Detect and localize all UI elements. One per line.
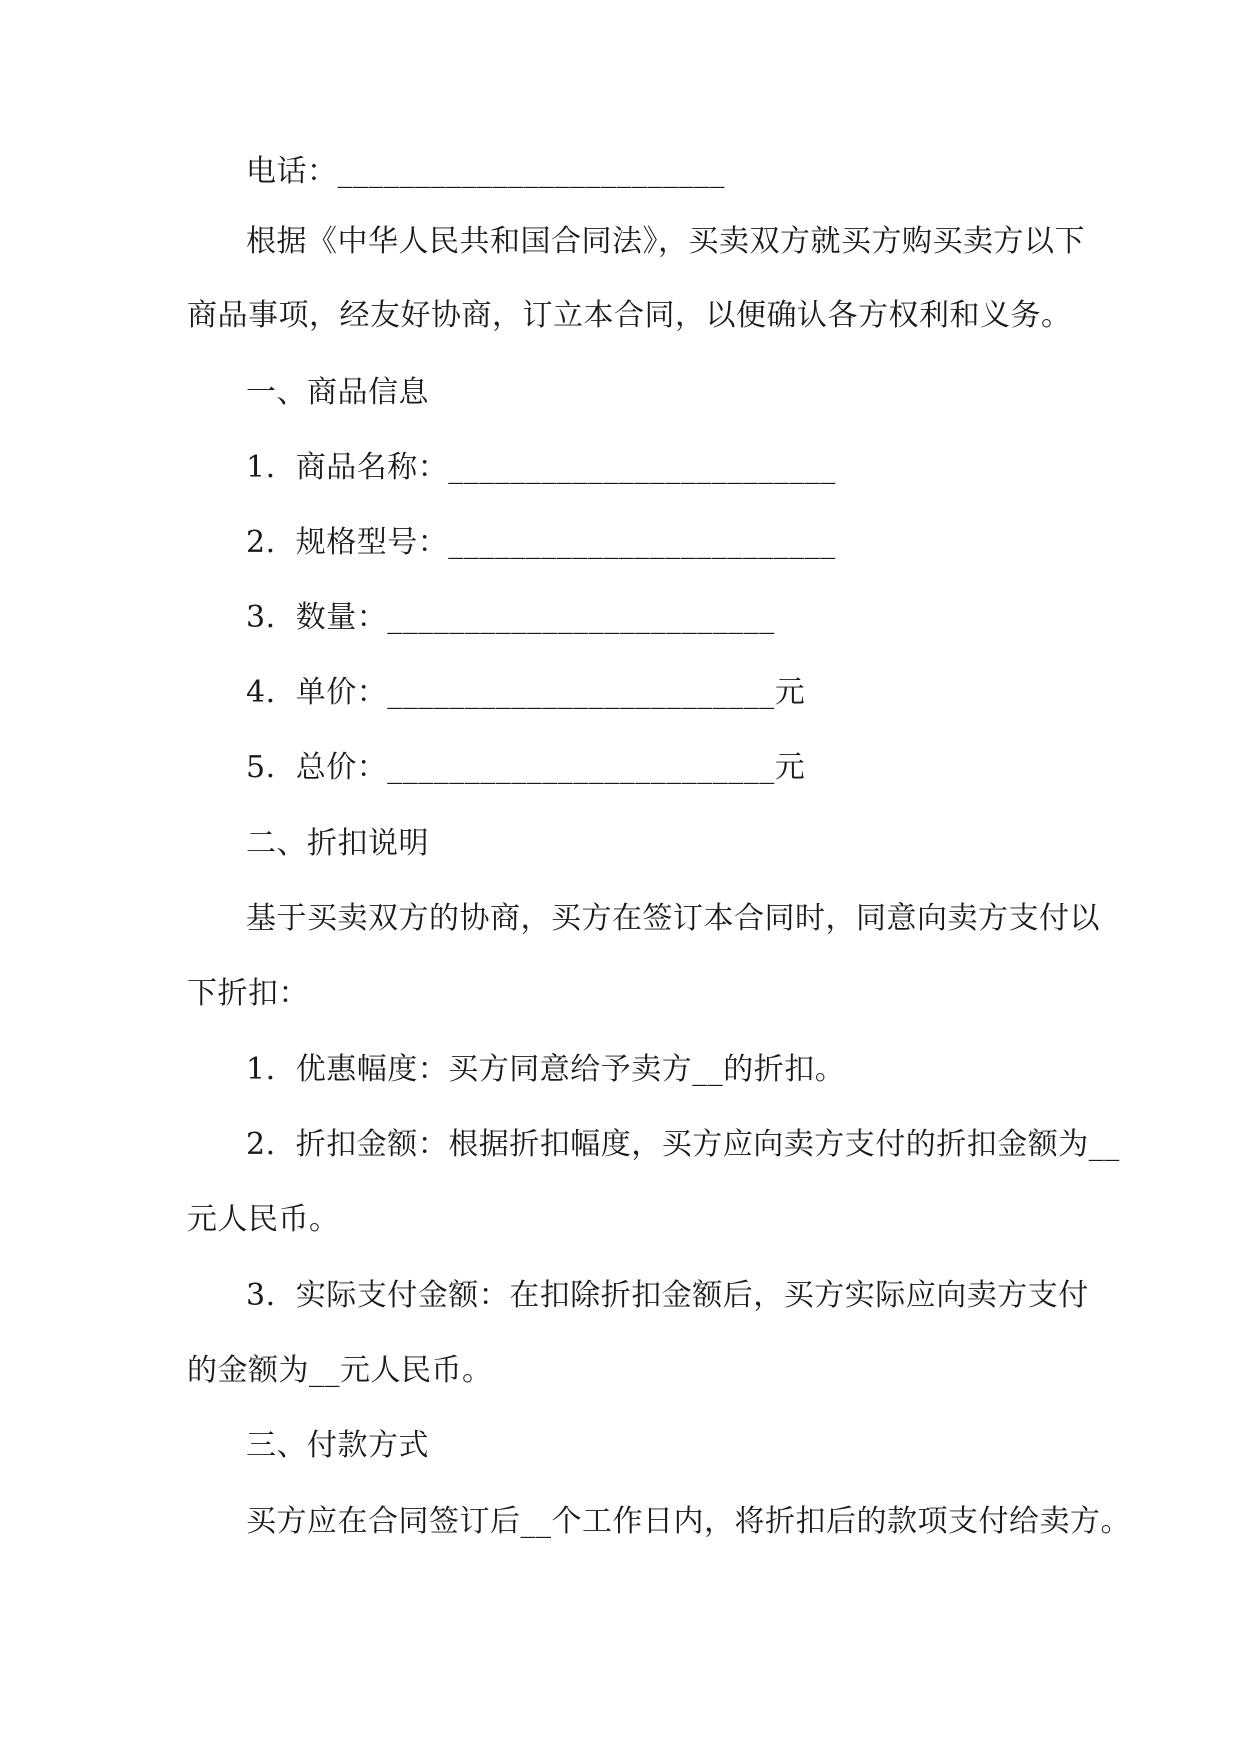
item-spec-model: 2. 规格型号：_________________________ xyxy=(246,525,836,560)
item-unit-price: 4. 单价：_________________________元 xyxy=(246,675,806,710)
actual-payment-item-line-2: 的金额为__元人民币。 xyxy=(187,1353,493,1388)
intro-paragraph-line-2: 商品事项，经友好协商，订立本合同，以便确认各方权利和义务。 xyxy=(187,298,1072,333)
discount-paragraph-line-2: 下折扣： xyxy=(187,976,309,1011)
intro-paragraph-line-1: 根据《中华人民共和国合同法》，买卖双方就买方购买卖方以下 xyxy=(246,224,1085,259)
item-quantity: 3. 数量：_________________________ xyxy=(246,600,775,635)
payment-paragraph: 买方应在合同签订后__个工作日内，将折扣后的款项支付给卖方。 xyxy=(246,1504,1131,1539)
discount-paragraph-line-1: 基于买卖双方的协商，买方在签订本合同时，同意向卖方支付以 xyxy=(246,901,1100,936)
section-heading-payment: 三、付款方式 xyxy=(246,1428,429,1463)
phone-line: 电话：_________________________ xyxy=(246,154,725,189)
discount-rate-item: 1. 优惠幅度：买方同意给予卖方__的折扣。 xyxy=(246,1052,846,1087)
section-heading-discount: 二、折扣说明 xyxy=(246,826,429,861)
actual-payment-item-line-1: 3. 实际支付金额：在扣除折扣金额后，买方实际应向卖方支付 xyxy=(246,1278,1089,1313)
section-heading-goods: 一、商品信息 xyxy=(246,375,429,410)
item-goods-name: 1. 商品名称：_________________________ xyxy=(246,450,836,485)
item-total-price: 5. 总价：_________________________元 xyxy=(246,750,806,785)
discount-amount-item-line-1: 2. 折扣金额：根据折扣幅度，买方应向卖方支付的折扣金额为__ xyxy=(246,1127,1120,1162)
discount-amount-item-line-2: 元人民币。 xyxy=(187,1202,340,1237)
